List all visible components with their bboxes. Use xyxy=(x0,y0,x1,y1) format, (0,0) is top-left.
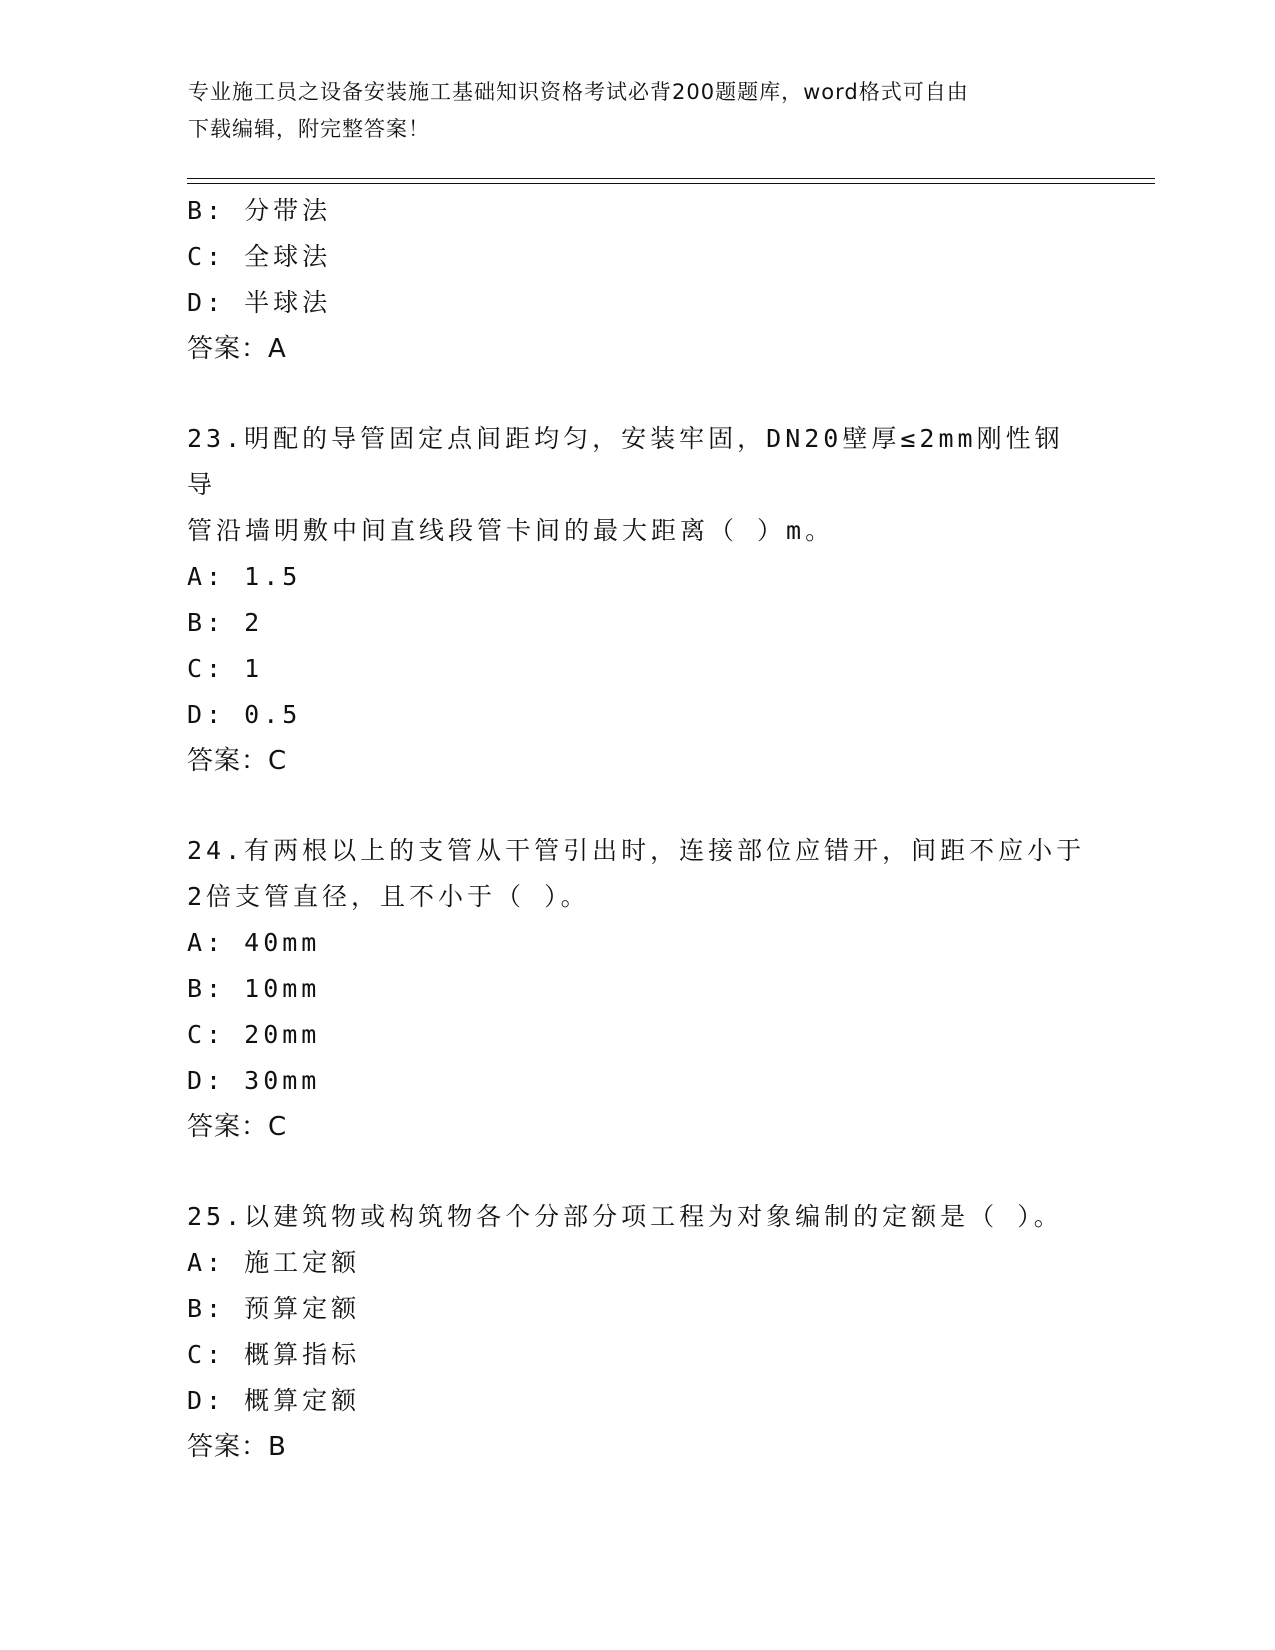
question-title-line-1: 25.以建筑物或构筑物各个分部分项工程为对象编制的定额是（ ）。 xyxy=(187,1202,1063,1231)
document-header xyxy=(188,74,1088,148)
question-title-line-2: 管沿墙明敷中间直线段管卡间的最大距离（ ）m。 xyxy=(187,516,835,545)
header-line-2: 下载编辑，附完整答案！ xyxy=(188,117,430,141)
option-d: D: 30mm xyxy=(187,1066,321,1095)
question-title-line-1: 24.有两根以上的支管从干管引出时，连接部位应错开，间距不应小于 xyxy=(187,836,1086,865)
question-list xyxy=(187,188,1087,1470)
question-25 xyxy=(187,1194,1087,1470)
option-a: A: 40mm xyxy=(187,928,321,957)
option-b: B: 预算定额 xyxy=(187,1294,361,1323)
option-d: D: 0.5 xyxy=(187,700,302,729)
answer-line: 答案：A xyxy=(187,334,287,364)
header-line-1: 专业施工员之设备安装施工基础知识资格考试必背200题题库，word格式可自由 xyxy=(188,80,969,104)
option-c: C: 1 xyxy=(187,654,264,683)
option-c: C: 20mm xyxy=(187,1020,321,1049)
header-divider-top xyxy=(187,178,1155,179)
question-23 xyxy=(187,416,1087,784)
option-a: A: 施工定额 xyxy=(187,1248,361,1277)
option-b: B: 2 xyxy=(187,608,264,637)
question-24 xyxy=(187,828,1087,1150)
header-divider-bottom xyxy=(187,183,1155,184)
option-d: D: 概算定额 xyxy=(187,1386,361,1415)
option-c: C: 全球法 xyxy=(187,242,332,271)
question-title-line-2: 2倍支管直径，且不小于（ ）。 xyxy=(187,882,590,911)
option-d: D: 半球法 xyxy=(187,288,332,317)
option-c: C: 概算指标 xyxy=(187,1340,361,1369)
option-a: A: 1.5 xyxy=(187,562,302,591)
question-title-line-1: 23.明配的导管固定点间距均匀，安装牢固，DN20壁厚≤2mm刚性钢导 xyxy=(187,424,1064,499)
option-b: B: 分带法 xyxy=(187,196,332,225)
option-b: B: 10mm xyxy=(187,974,321,1003)
question-22-continued xyxy=(187,188,1087,372)
answer-line: 答案：B xyxy=(187,1432,287,1462)
answer-line: 答案：C xyxy=(187,746,288,776)
answer-line: 答案：C xyxy=(187,1112,288,1142)
